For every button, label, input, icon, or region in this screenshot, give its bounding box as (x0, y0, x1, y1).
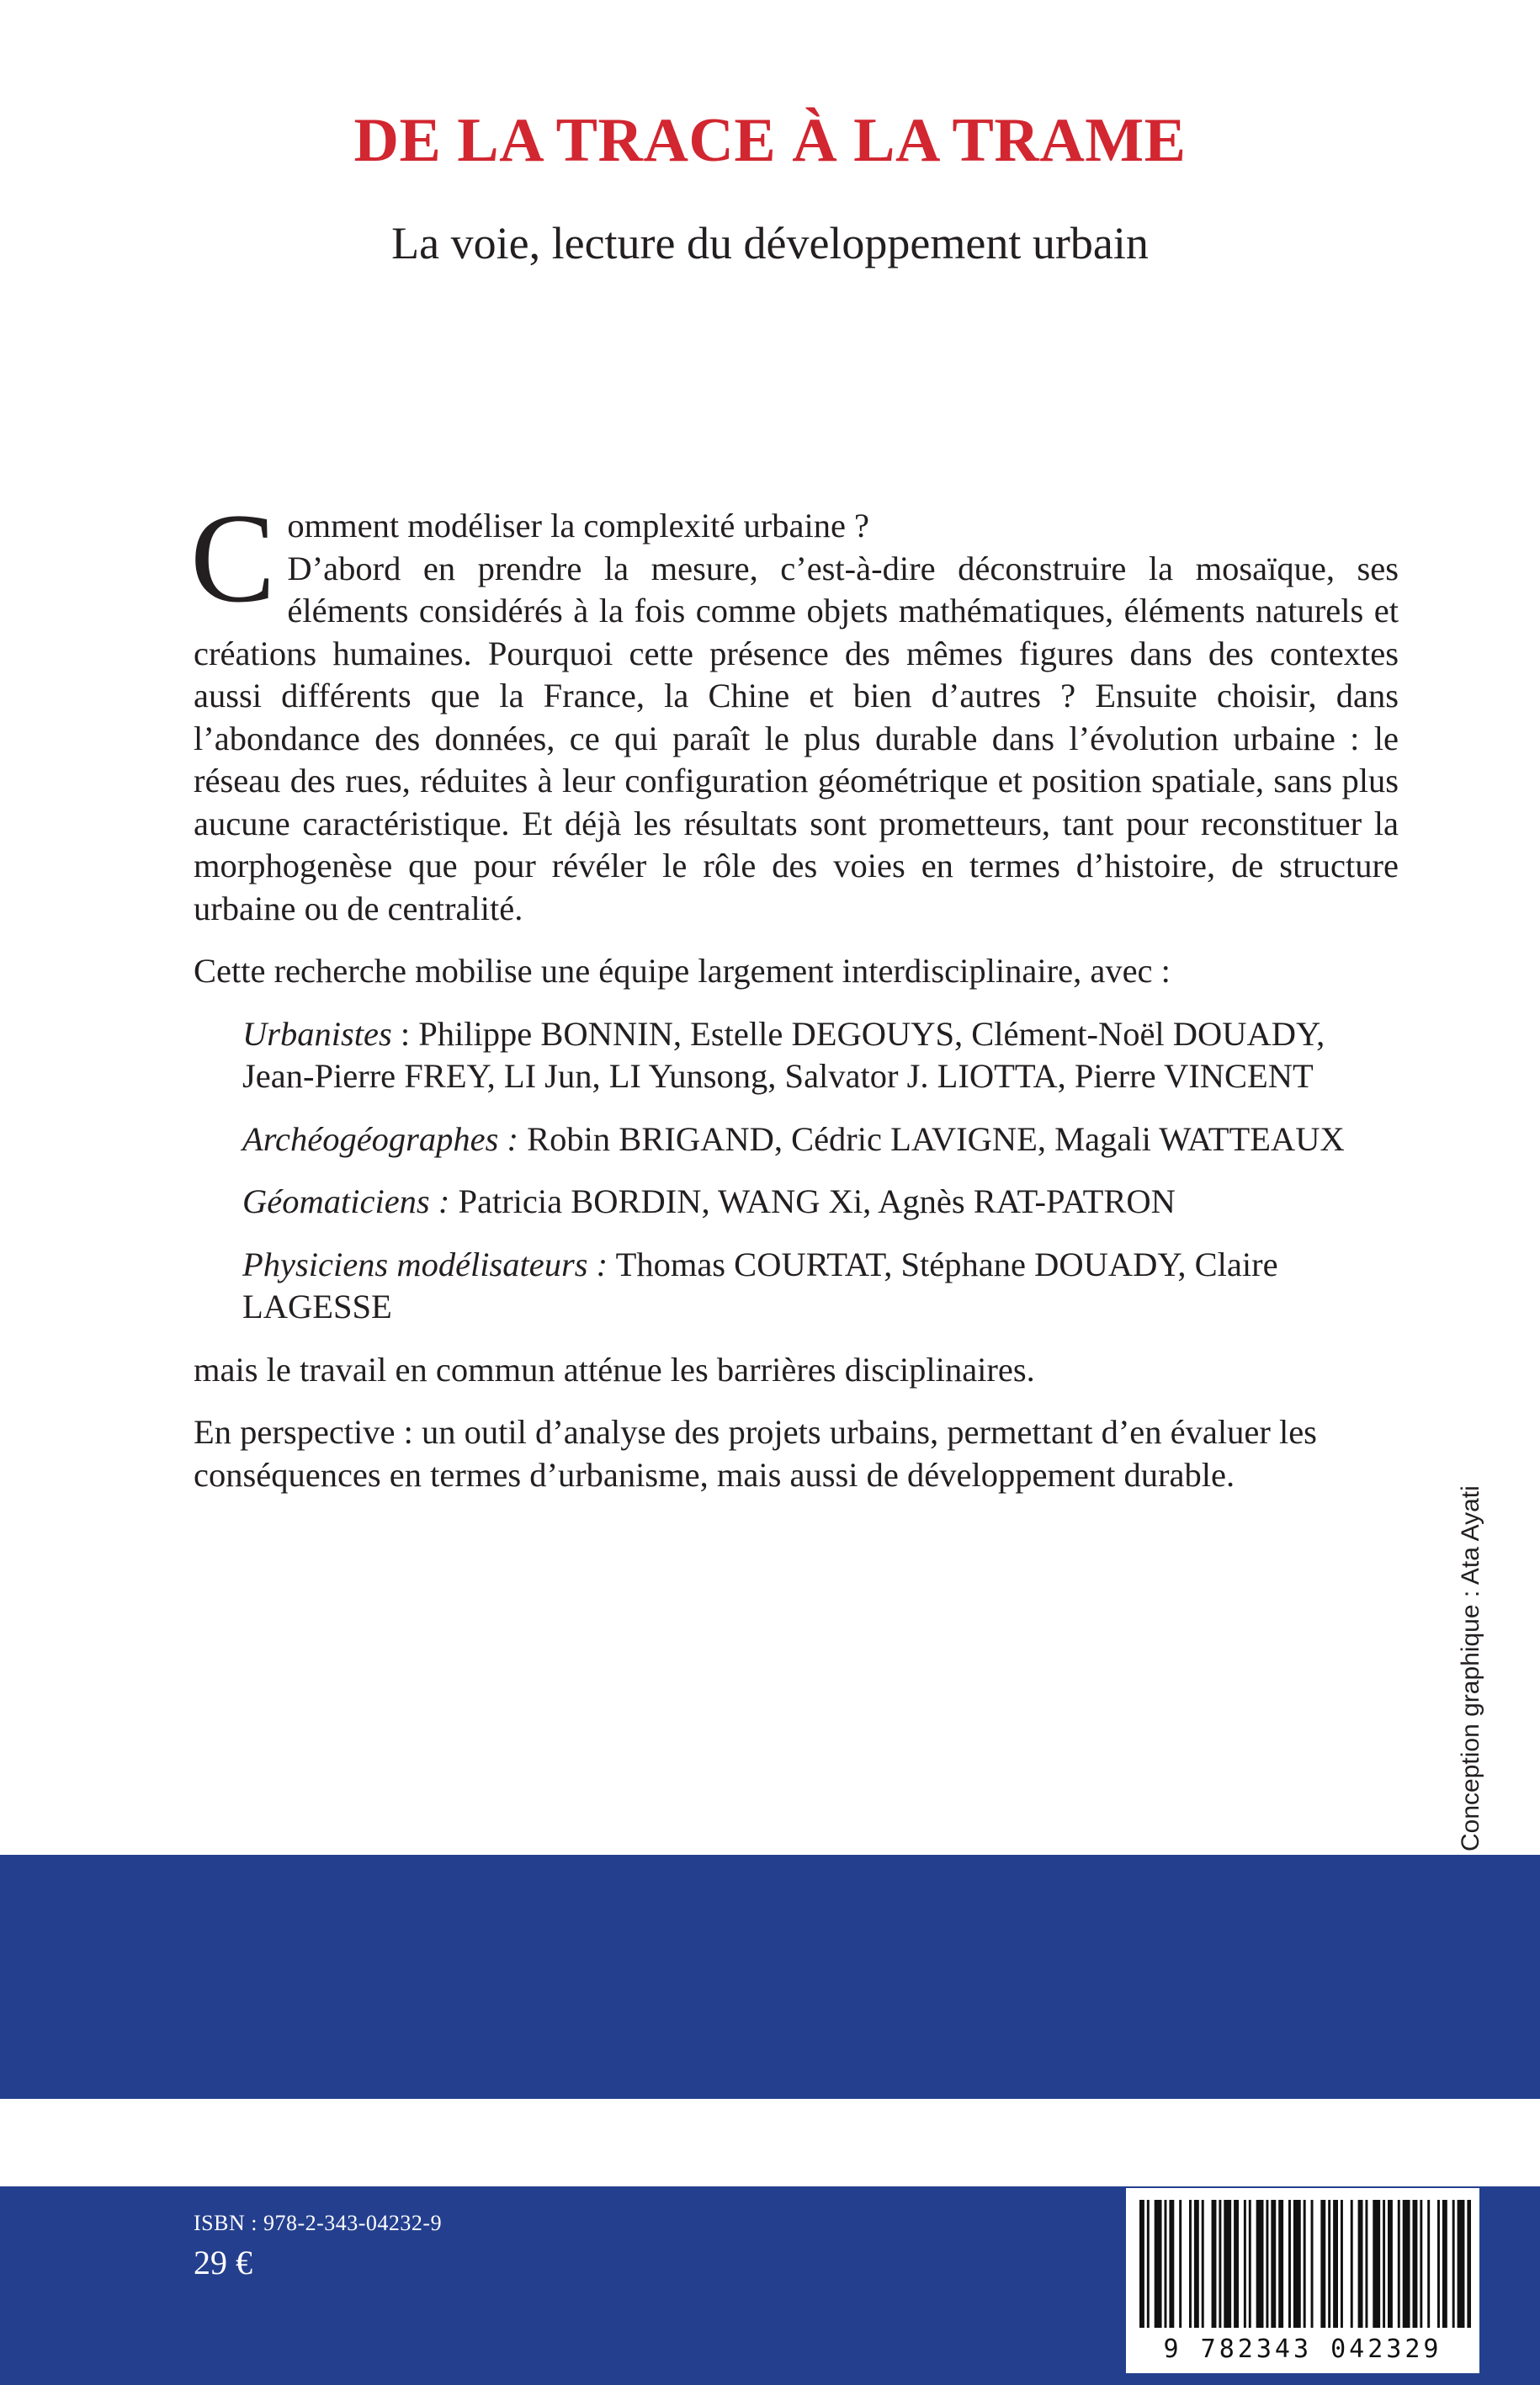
contributor-names: Thomas COURTAT, Stéphane DOUADY, Claire LAGESSE (242, 1245, 1278, 1325)
book-title: DE LA TRACE À LA TRAME (353, 106, 1187, 175)
contributor-role: Physiciens modélisateurs : (242, 1245, 608, 1283)
barcode-bar (1333, 2200, 1338, 2328)
intro-question: omment modéliser la complexité urbaine ? (287, 507, 870, 544)
barcode-bar (1266, 2200, 1268, 2328)
barcode-bar (1179, 2200, 1182, 2328)
decorative-blue-band (0, 1855, 1540, 2099)
barcode-bar (1403, 2200, 1410, 2328)
intro-body: D’abord en prendre la mesure, c’est-à-dire déconstruire la mosaïque, ses éléments considérés à la fois comme objets mathématiques, éléments naturels et créations humaines. Pourquoi cette présence des mêmes figures dans des contextes aussi différents que la France, la Chine et bien d’autres ? Ensuite choisir, dans l’abondance des données, ce qui paraît le plus durable dans l’évolution urbaine : le réseau des rues, réduites à leur configuration géométrique et position spatiale, sans plus aucune caractéristique. Et déjà les résultats sont prometteurs, tant pour reconstituer la morphogenèse que pour révéler le rôle des voies en termes d’histoire, de structure urbaine ou de centralité. (194, 549, 1399, 927)
barcode-digits: 9 782343 042329 (1163, 2335, 1442, 2364)
back-cover-text (190, 487, 1399, 1496)
barcode-bar (1278, 2200, 1283, 2328)
drop-cap: C (190, 487, 276, 629)
intro-paragraph (190, 487, 1399, 930)
isbn-text: ISBN : 978-2-343-04232-9 (194, 2211, 443, 2235)
contributor-role: Géomaticiens : (242, 1182, 450, 1220)
barcode-bar (1288, 2200, 1291, 2328)
barcode-bar (1351, 2200, 1353, 2328)
contributor-separator: : (391, 1014, 419, 1053)
barcode-bar (1256, 2200, 1264, 2328)
barcode-bar (1169, 2200, 1174, 2328)
contributor-group-physiciens (242, 1244, 1399, 1329)
barcode-bar (1202, 2200, 1204, 2328)
barcode-bar (1155, 2200, 1162, 2328)
contributor-names: Robin BRIGAND, Cédric LAVIGNE, Magali WATTEAUX (527, 1119, 1345, 1158)
contributor-role: Urbanistes (242, 1014, 392, 1053)
barcode-bar (1373, 2200, 1380, 2328)
barcode-bar (1139, 2200, 1144, 2328)
book-subtitle: La voie, lecture du développement urbain (391, 218, 1149, 268)
barcode-bar (1358, 2200, 1363, 2328)
contributor-separator (608, 1246, 615, 1283)
barcode-bars (1134, 2200, 1471, 2328)
graphic-design-credit: Conception graphique : Ata Ayati (1457, 1485, 1484, 1851)
barcode-bar (1224, 2200, 1231, 2328)
contributor-separator (518, 1120, 527, 1158)
barcode-bar (1147, 2200, 1150, 2328)
barcode-bar (1189, 2200, 1192, 2328)
contributor-group-archeogeographes (242, 1118, 1399, 1161)
barcode-bar (1398, 2200, 1400, 2328)
contributor-separator (449, 1182, 458, 1220)
barcode-bar (1194, 2200, 1199, 2328)
barcode-bar (1212, 2200, 1217, 2328)
barcode-bar (1442, 2200, 1447, 2328)
barcode-bar (1383, 2200, 1385, 2328)
barcode-bar (1320, 2200, 1325, 2328)
contributor-group-urbanistes (242, 1013, 1399, 1098)
barcode-bar (1437, 2200, 1440, 2328)
barcode-bar (1219, 2200, 1221, 2328)
barcode-bar (1165, 2200, 1167, 2328)
barcode-bar (1304, 2200, 1306, 2328)
barcode-bar (1249, 2200, 1251, 2328)
contributor-names: Philippe BONNIN, Estelle DEGOUYS, Clément-Noël DOUADY, Jean-Pierre FREY, LI Jun, LI Yunsong, Salvator J. LIOTTA, Pierre VINCENT (242, 1014, 1325, 1095)
barcode-bar (1388, 2200, 1393, 2328)
barcode (1126, 2188, 1479, 2373)
price-text: 29 € (194, 2244, 252, 2281)
barcode-bar (1328, 2200, 1330, 2328)
contributor-names: Patricia BORDIN, WANG Xi, Agnès RAT-PATRON (458, 1182, 1176, 1220)
barcode-bar (1413, 2200, 1418, 2328)
barcode-bar (1341, 2200, 1343, 2328)
barcode-bar (1452, 2200, 1455, 2328)
contributor-role: Archéogéographes : (242, 1119, 519, 1158)
barcode-bar (1271, 2200, 1276, 2328)
barcode-bar (1293, 2200, 1301, 2328)
barcode-bar (1427, 2200, 1430, 2328)
contributor-group-geomaticiens (242, 1181, 1399, 1224)
perspective-paragraph: En perspective : un outil d’analyse des projets urbains, permettant d’en évaluer les conséquences en termes d’urbanisme, mais aussi de développement durable. (194, 1413, 1317, 1494)
barcode-bar (1311, 2200, 1314, 2328)
collaboration-paragraph: mais le travail en commun atténue les barrières disciplinaires. (194, 1350, 1035, 1389)
team-intro: Cette recherche mobilise une équipe largement interdisciplinaire, avec : (194, 952, 1171, 990)
barcode-bar (1458, 2200, 1465, 2328)
barcode-bar (1467, 2200, 1471, 2328)
barcode-bar (1234, 2200, 1239, 2328)
barcode-bar (1420, 2200, 1422, 2328)
barcode-bar (1365, 2200, 1367, 2328)
barcode-bar (1244, 2200, 1246, 2328)
